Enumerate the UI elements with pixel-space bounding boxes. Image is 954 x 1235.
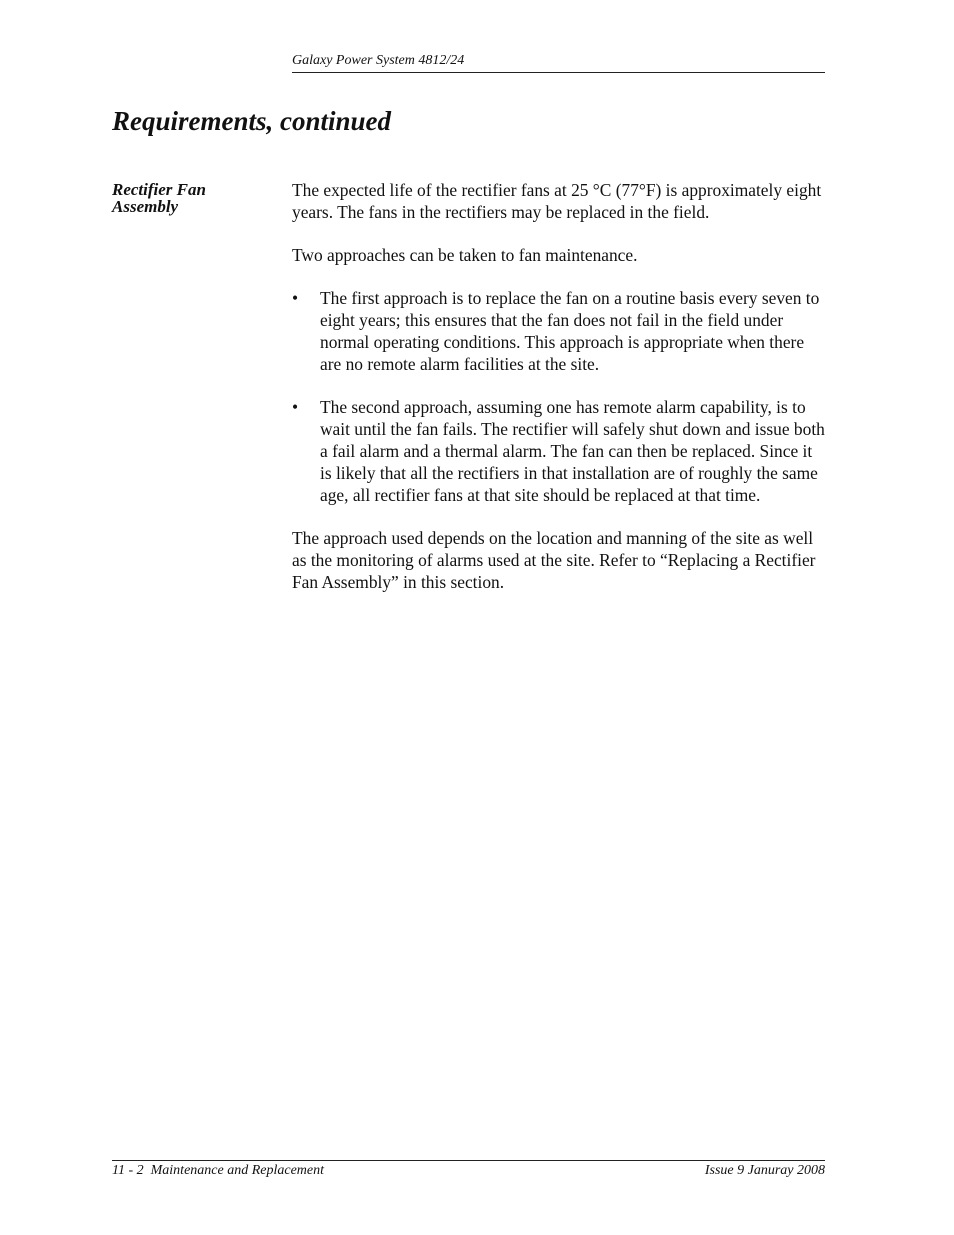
side-heading-line-1: Rectifier Fan [112,180,206,199]
page-title: Requirements, continued [112,106,392,136]
bullet-item [292,287,827,375]
side-heading-line-2: Assembly [112,197,179,216]
section-side-heading [112,181,272,215]
paragraph-approach-depends: The approach used depends on the location and manning of the site as well as the monitoring of alarms used at the site. Refer to “Replacing a Rectifier Fan Assembly” in this section. [292,528,816,592]
bullet-glyph: • [292,288,299,308]
footer-issue-date: Issue 9 Januray 2008 [704,1163,825,1178]
bullet-text: The second approach, assuming one has remote alarm capability, is to wait until the fan fails. The rectifier will safely shut down and issue both a fail alarm and a thermal alarm. The fan can then be replaced. Since it is likely that all the rectifiers in that installation are of roughly the same age, all rectifier fans at that site should be replaced at that time. [320,397,825,505]
footer-rule [112,1160,825,1161]
paragraph-approaches-intro: Two approaches can be taken to fan maintenance. [292,245,638,265]
footer-page-info: 11 - 2 Maintenance and Replacement [112,1163,325,1178]
bullet-glyph: • [292,397,299,417]
bullet-text: The first approach is to replace the fan on a routine basis every seven to eight years; this ensures that the fan does not fail in the field under normal operating conditions. This approach is appropriate when there are no remote alarm facilities at the site. [320,288,820,374]
bullet-item [292,396,827,506]
running-header: Galaxy Power System 4812/24 [292,53,465,68]
header-rule [292,72,825,73]
paragraph-fan-life: The expected life of the rectifier fans at 25 °C (77°F) is approximately eight years. The fans in the rectifiers may be replaced in the field. [292,180,822,222]
section-body [292,179,827,614]
